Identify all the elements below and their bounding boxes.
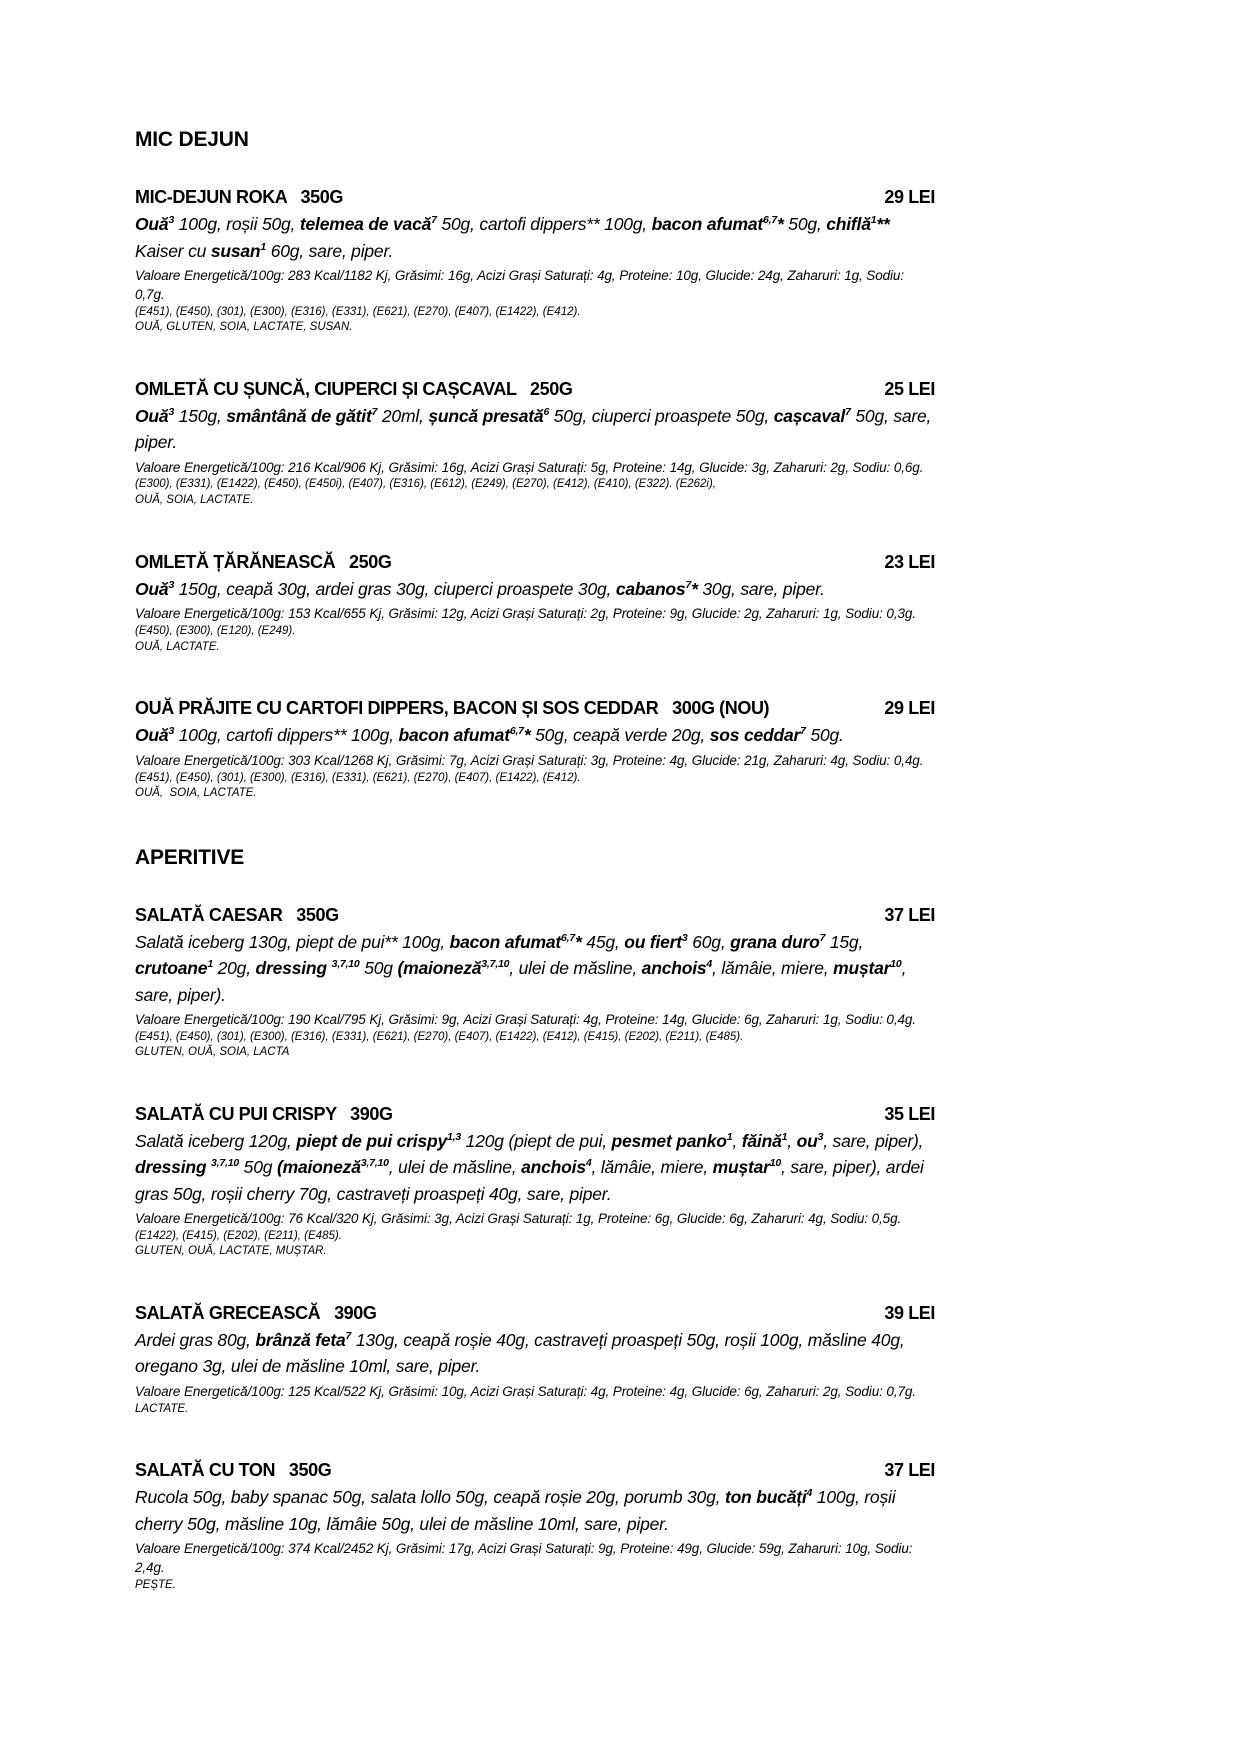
item-header [135,1302,935,1325]
item-header [135,378,935,401]
item-nutrition: Valoare Energetică/100g: 303 Kcal/1268 Kj, Grăsimi: 7g, Acizi Grași Saturați: 3g, Proteine: 4g, Glucide: 21g, Zaharuri: 4g, Sodiu: 0,4g. [135,752,924,768]
item-description: Rucola 50g, baby spanac 50g, salata lollo 50g, ceapă roșie 20g, porumb 30g, ton bucăți$^4$ 100g, roșii cherry 50g, măsline 10g, lămâie 50g, ulei de măsline 10ml, sare, piper. [135,1487,896,1534]
item-additives: (E451), (E450), (301), (E300), (E316), (E331), (E621), (E270), (E407), (E1422), (E412). [135,771,581,784]
item-allergens: GLUTEN, OUĂ, LACTATE, MUȘTAR. [135,1245,327,1258]
item-allergens: LACTATE. [135,1402,189,1415]
item-title: SALATĂ CU TON 350G [135,1460,332,1481]
item-header [135,1459,935,1482]
item-allergens: OUĂ, LACTATE. [135,640,220,653]
item-nutrition: Valoare Energetică/100g: 76 Kcal/320 Kj, Grăsimi: 3g, Acizi Grași Saturați: 1g, Proteine: 6g, Glucide: 6g, Zaharuri: 4g, Sodiu: 0,5g. [135,1210,902,1226]
item-title: OMLETĂ CU ȘUNCĂ, CIUPERCI ȘI CAȘCAVAL 250G [135,378,573,399]
item-price: 35 LEI [884,1103,935,1124]
item-title: MIC-DEJUN ROKA 350G [135,187,343,207]
item-description: Ouă$^3$ 100g, cartofi dippers** 100g, bacon afumat$^{6,7}$* 50g, ceapă verde 20g, sos ceddar$^7$ 50g. [135,725,844,746]
item-description: Ouă$^3$ 100g, roșii 50g, telemea de vacă$^7$ 50g, cartofi dippers** 100g, bacon afumat$^{6,7}$* 50g, chiflă$^1$** Kaiser cu susan$^1$ 60g, sare, piper. [135,214,890,261]
item-nutrition: Valoare Energetică/100g: 190 Kcal/795 Kj, Grăsimi: 9g, Acizi Grași Saturați: 4g, Proteine: 14g, Glucide: 6g, Zaharuri: 1g, Sodiu: 0,4g. [135,1011,916,1027]
item-allergens: GLUTEN, OUĂ, SOIA, LACTA [135,1046,290,1059]
menu-section [135,128,935,802]
item-title: SALATĂ CU PUI CRISPY 390G [135,1103,393,1124]
item-additives: (E451), (E450), (301), (E300), (E316), (E331), (E621), (E270), (E407), (E1422), (E412), (E415), (E202), (E211), (E485). [135,1030,744,1043]
item-price: 37 LEI [884,1460,935,1481]
section-heading: MIC DEJUN [135,128,249,151]
menu-section [135,846,935,1594]
item-additives: (E1422), (E415), (E202), (E211), (E485). [135,1229,342,1242]
section-items [135,904,935,1594]
item-additives: (E300), (E331), (E1422), (E450), (E450i), (E407), (E316), (E612), (E249), (E270), (E412), (E410), (E322). (E262i), [135,478,717,491]
item-description: Salată iceberg 120g, piept de pui crispy$^{1,3}$ 120g (piept de pui, pesmet panko$^1$, făină$^1$, $ou^3$, sare, piper), dressing $^{3,7,10}$ 50g (maioneză$^{3,7,10}$, ulei de măsline, anchois$^4$, lămâie, miere, muștar$^{10}$, sare, piper), ardei gras 50g, roșii cherry 70g, castraveți proaspeți 40g, sare, piper. [135,1131,924,1204]
item-allergens: OUĂ, GLUTEN, SOIA, LACTATE, SUSAN. [135,321,353,334]
menu-item [135,1459,935,1593]
item-nutrition: Valoare Energetică/100g: 153 Kcal/655 Kj, Grăsimi: 12g, Acizi Grași Saturați: 2g, Proteine: 9g, Glucide: 2g, Zaharuri: 1g, Sodiu: 0,3g. [135,606,916,622]
item-header [135,904,935,927]
menu-item [135,378,935,509]
item-allergens: PEȘTE. [135,1578,176,1591]
item-header [135,551,935,574]
item-price: 37 LEI [884,904,935,925]
menu-item [135,697,935,802]
item-title: SALATĂ CAESAR 350G [135,904,339,925]
menu-item [135,1103,935,1260]
item-title: SALATĂ GRECEASCĂ 390G [135,1302,377,1323]
item-price: 23 LEI [884,551,935,572]
item-additives: (E450), (E300), (E120), (E249). [135,625,296,638]
item-price: 29 LEI [884,187,935,207]
item-nutrition: Valoare Energetică/100g: 374 Kcal/2452 Kj, Grăsimi: 17g, Acizi Grași Saturați: 9g, Proteine: 49g, Glucide: 59g, Zaharuri: 10g, Sodiu: 2,4g. [135,1540,913,1575]
section-items [135,186,935,802]
item-price: 39 LEI [884,1302,935,1323]
menu-item [135,186,935,336]
item-description: Ouă$^3$ 150g, smântână de gătit$^7$ 20ml, șuncă presată$^6$ 50g, ciuperci proaspete 50g, cașcaval$^7$ 50g, sare, piper. [135,406,932,453]
item-header [135,697,935,720]
item-title: OUĂ PRĂJITE CU CARTOFI DIPPERS, BACON ȘI SOS CEDDAR 300G (NOU) [135,698,770,719]
item-nutrition: Valoare Energetică/100g: 283 Kcal/1182 Kj, Grăsimi: 16g, Acizi Grași Saturați: 4g, Proteine: 10g, Glucide: 24g, Zaharuri: 1g, Sodiu: 0,7g. [135,267,904,302]
section-heading: APERITIVE [135,845,245,869]
item-description: Ardei gras 80g, brânză feta$^7$ 130g, ceapă roșie 40g, castraveți proaspeți 50g, roșii 100g, măsline 40g, oregano 3g, ulei de măsline 10ml, sare, piper. [135,1330,905,1377]
menu-item [135,904,935,1061]
item-allergens: OUĂ, SOIA, LACTATE. [135,787,257,800]
item-header [135,1103,935,1126]
item-title: OMLETĂ ȚĂRĂNEASCĂ 250G [135,551,392,572]
menu-root [135,128,935,1593]
menu-item [135,1302,935,1417]
menu-item [135,551,935,656]
item-header [135,186,935,209]
item-description: Ouă$^3$ 150g, ceapă 30g, ardei gras 30g, ciuperci proaspete 30g, cabanos$^7$* 30g, sare, piper. [135,578,825,599]
menu-page [135,128,935,1635]
item-nutrition: Valoare Energetică/100g: 216 Kcal/906 Kj, Grăsimi: 16g, Acizi Grași Saturați: 5g, Proteine: 14g, Glucide: 3g, Zaharuri: 2g, Sodiu: 0,6g. [135,459,924,475]
item-price: 29 LEI [884,698,935,719]
item-nutrition: Valoare Energetică/100g: 125 Kcal/522 Kj, Grăsimi: 10g, Acizi Grași Saturați: 4g, Proteine: 4g, Glucide: 6g, Zaharuri: 2g, Sodiu: 0,7g. [135,1383,916,1399]
item-price: 25 LEI [884,378,935,399]
item-description: Salată iceberg 130g, piept de pui** 100g, bacon afumat$^{6,7}$* 45g, ou fiert$^3$ 60g, grana duro$^7$ 15g, crutoane$^1$ 20g, dressing $^{3,7,10}$ 50g (maioneză$^{3,7,10}$, ulei de măsline, anchois$^4$, lămâie, miere, muștar$^{10}$, sare, piper). [135,932,907,1005]
item-additives: (E451), (E450), (301), (E300), (E316), (E331), (E621), (E270), (E407), (E1422), (E412). [135,305,581,318]
item-allergens: OUĂ, SOIA, LACTATE. [135,494,254,506]
